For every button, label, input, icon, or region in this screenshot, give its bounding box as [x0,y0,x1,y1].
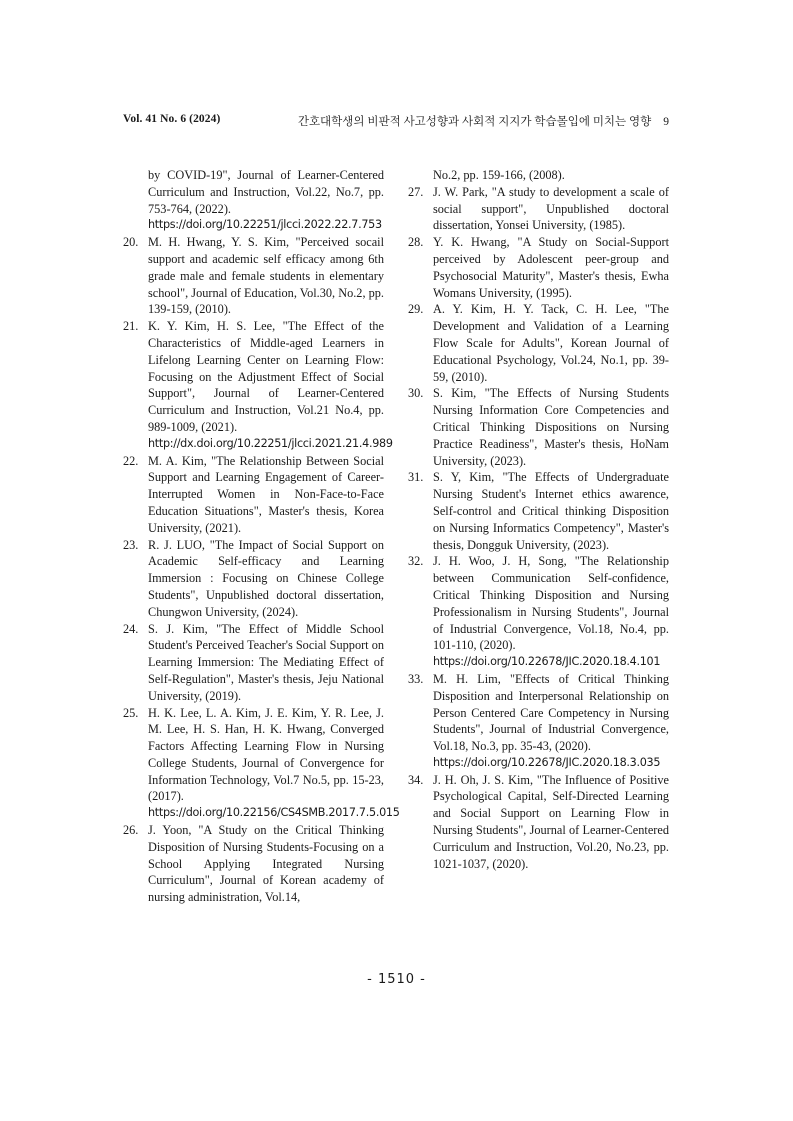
reference-text: H. K. Lee, L. A. Kim, J. E. Kim, Y. R. Lee, J. M. Lee, H. S. Han, H. K. Hwang, Converged Factors Affecting Learning Flow in Nursing College Students, Journal of Convergence for Information Technology, Vol.7 No.5, pp. 15-23, (2017). [148,705,384,804]
reference-doi-link[interactable]: https://doi.org/10.22156/CS4SMB.2017.7.5.015 [148,806,400,820]
reference-column-right [408,167,669,872]
reference-text: Y. K. Hwang, "A Study on Social-Support perceived by Adolescent peer-group and Psychosocial Maturity", Master's thesis, Ewha Womans University, (1995). [433,235,669,300]
reference-text: A. Y. Kim, H. Y. Tack, C. H. Lee, "The Development and Validation of a Learning Flow Scale for Adults", Korean Journal of Educational Psychology, Vol.24, No.1, pp. 39-59, (2010). [433,302,669,384]
reference-text: M. H. Lim, "Effects of Critical Thinking Disposition and Interpersonal Relationship on Person Centered Care Competency in Nursing Students", Journal of Industrial Convergence, Vol.18, No.3, pp. 35-43, (2020). [433,671,669,754]
reference-number: 22. [123,453,139,468]
reference-number: 27. [408,184,424,199]
running-title [298,113,669,129]
reference-text: M. H. Hwang, Y. S. Kim, "Perceived socail support and academic self efficacy among 6th grade male and female students in elementary school", Journal of Education, Vol.30, No.2, pp. 139-159, (2010). [148,235,384,317]
reference-item [408,184,669,234]
reference-text: J. Yoon, "A Study on the Critical Thinking Disposition of Nursing Students-Focusing on a School Applying Integrated Nursing Curriculum", Journal of Korean academy of nursing administration, Vol.14, [148,823,384,905]
reference-item [123,822,384,906]
reference-item [408,234,669,301]
reference-item [123,318,393,452]
reference-text: J. H. Woo, J. H, Song, "The Relationship between Communication Self-confidence, Critical Thinking Disposition and Nursing Professionalism in Nursing Students", Journal of Industrial Convergence, Vol.18, No.4, pp. 101-110, (2020). [433,554,669,653]
reference-item [408,469,669,553]
reference-text: J. H. Oh, J. S. Kim, "The Influence of Positive Psychological Capital, Self-Directed Learning and Social Support on Learning Flow in Nursing Students", Journal of Learner-Centered Curriculum and Instruction, Vol.20, No.23, pp. 1021-1037, (2020). [433,772,669,871]
reference-item [408,167,669,184]
reference-doi-link[interactable]: https://doi.org/10.22678/JIC.2020.18.4.101 [433,655,661,669]
page-footer-number: - 1510 - [367,972,426,987]
running-title-text: 간호대학생의 비판적 사고성향과 사회적 지지가 학습몰입에 미치는 영향 [297,116,652,128]
reference-number: 34. [408,772,424,787]
reference-doi-link[interactable]: https://doi.org/10.22251/jlcci.2022.22.7.753 [148,218,382,232]
reference-item [408,301,669,385]
reference-number: 20. [123,235,139,250]
reference-item [123,537,384,621]
reference-text: S. J. Kim, "The Effect of Middle School Student's Perceived Teacher's Social Support on Learning Immersion: The Mediating Effect of Self-Regulation", Master's thesis, Jeju National University, (2019). [148,621,384,703]
reference-text: by COVID-19", Journal of Learner-Centered Curriculum and Instruction, Vol.22, No.7, pp. 753-764, (2022). [148,168,384,216]
reference-item [123,705,400,823]
journal-volume: Vol. 41 No. 6 (2024) [123,113,221,125]
reference-item [123,167,384,234]
header-page-number: 9 [663,116,669,128]
reference-number: 30. [408,386,424,401]
reference-doi-link[interactable]: http://dx.doi.org/10.22251/jlcci.2021.21.4.989 [148,436,393,450]
reference-number: 29. [408,302,424,317]
reference-text: R. J. LUO, "The Impact of Social Support on Academic Self-efficacy and Learning Immersion : Focusing on Chinese College Students", Unpublished doctoral dissertation, Chungwon University, (2024). [148,537,384,619]
reference-number: 24. [123,621,139,636]
reference-item [408,772,669,873]
reference-text: S. Y, Kim, "The Effects of Undergraduate Nursing Student's Internet ethics awarence, Self-control and Critical thinking Disposition on Nursing Informatics Competency", Master's thesis, Dongguk University, (2023). [433,470,669,552]
reference-text: No.2, pp. 159-166, (2008). [433,168,565,182]
reference-number: 25. [123,705,139,720]
reference-text: K. Y. Kim, H. S. Lee, "The Effect of the Characteristics of Middle-aged Learners in Lifelong Learning Center on Learning Flow: Focusing on the Adjustment Effect of Social Support", Journal of Learner-Centered Curriculum and Instruction, Vol.21 No.4, pp. 989-1009, (2021). [148,319,384,434]
reference-column-left [123,167,400,906]
reference-text: J. W. Park, "A study to development a scale of social support", Unpublished doctoral dissertation, Yonsei University, (1985). [433,184,669,233]
reference-number: 21. [123,319,139,334]
reference-number: 33. [408,671,424,686]
reference-doi-link[interactable]: https://doi.org/10.22678/JIC.2020.18.3.035 [433,755,661,769]
reference-item [123,234,384,318]
reference-number: 32. [408,554,424,569]
reference-number: 31. [408,470,424,485]
reference-item [123,453,384,537]
reference-item [408,671,669,772]
running-header [123,113,669,129]
reference-text: M. A. Kim, "The Relationship Between Social Support and Learning Engagement of Career-Interrupted Women in Non-Face-to-Face Education Situations", Master's thesis, Korea University, (2021). [148,453,384,535]
reference-item [408,553,669,671]
reference-number: 28. [408,235,424,250]
reference-item [408,385,669,469]
reference-number: 26. [123,823,139,838]
reference-text: S. Kim, "The Effects of Nursing Students Nursing Information Core Competencies and Critical Thinking Dispositions on Nursing Practice Readiness", Master's thesis, HoNam University, (2023). [433,386,669,468]
reference-number: 23. [123,537,139,552]
reference-item [123,621,384,705]
